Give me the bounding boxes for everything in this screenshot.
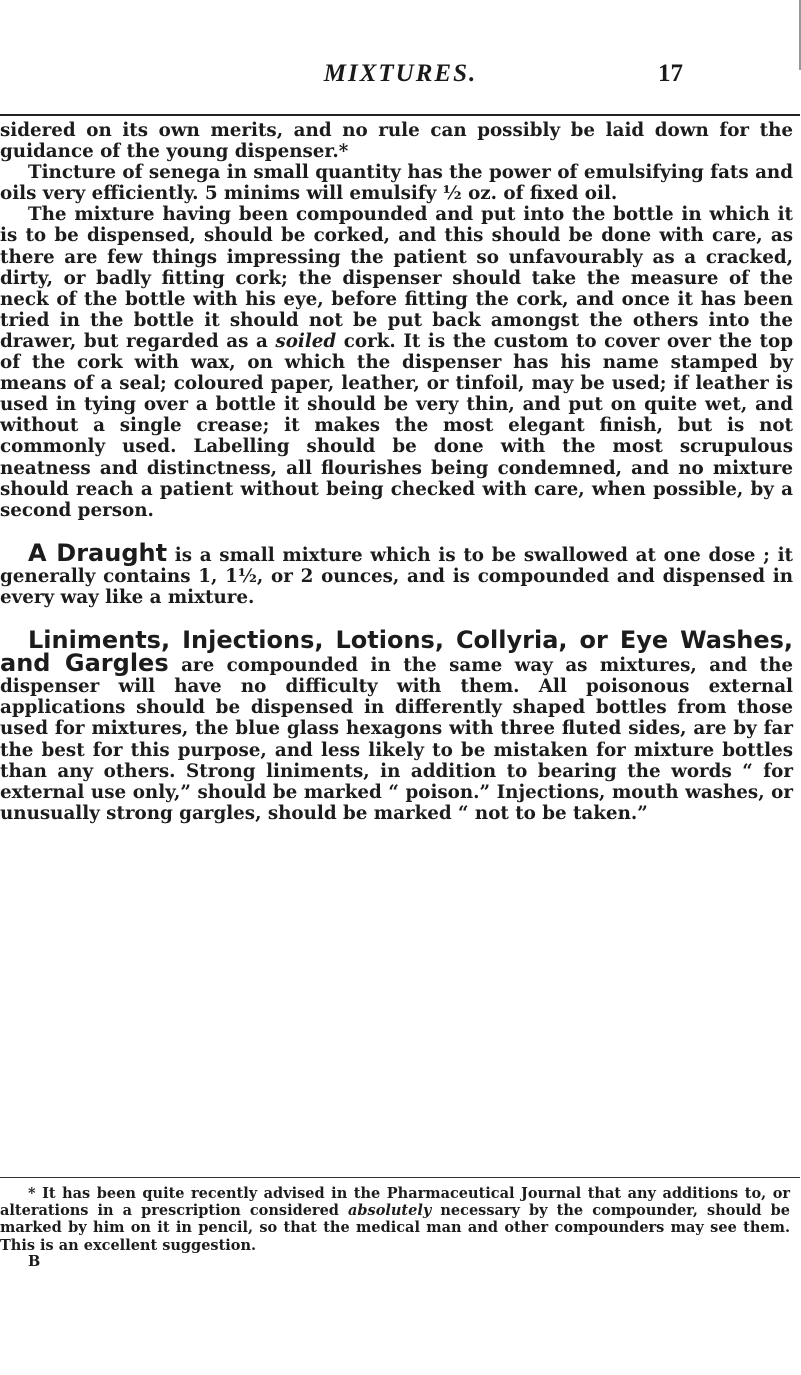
paragraph-continued-text: sidered on its own merits, and no rule can possibly be laid down for the guidance of the young dispenser.* <box>0 120 793 163</box>
paragraph-corking-text-b: cork. It is the custom to cover over the top of the cork with wax, on which the dispenser has his name stamped by means of a seal; coloured paper, leather, or tinfoil, may be used; if leather is used in tying over a bottle it should be very thin, and put on quite wet, and without a single crease; it makes the most elegant finish, but is not commonly used. Labelling should be done with the most scrupulous neatness and distinctness, all flourishes being condemned, and no mixture should reach a patient without being checked with care, when possible, by a second person. <box>0 330 793 521</box>
paragraph-continued <box>0 120 793 162</box>
page-header <box>0 56 801 96</box>
section-heading-draught: A Draught <box>28 538 168 567</box>
footnote-rule <box>0 1177 800 1178</box>
body-text <box>0 120 793 824</box>
section-heading-liniments: Liniments, Injections, Lotions, Collyria, or Eye Washes, and Gargles <box>0 626 793 678</box>
paragraph-corking <box>0 204 793 520</box>
footnote-text-a: It has been quite recently advised in the Pharmaceutical Journal that any additions to, or alterations in a prescription considered <box>0 1185 790 1220</box>
signature-mark: B <box>28 1253 41 1270</box>
header-rule <box>0 114 800 116</box>
footnote-emphasis: absolutely <box>348 1202 432 1220</box>
footnote-text-b: necessary by the compounder, should be marked by him on it in pencil, so that the medical man and other compounders may see them. This is an excellent suggestion. <box>0 1202 790 1254</box>
page-number: 17 <box>658 60 683 87</box>
section-draught <box>0 538 793 608</box>
footnote-paragraph <box>0 1185 790 1254</box>
running-title: MIXTURES. <box>323 60 478 87</box>
section-draught-text: is a small mixture which is to be swallowed at one dose ; it generally contains 1, 1½, or 2 ounces, and is compounded and dispensed in every way like a mixture. <box>0 544 793 608</box>
section-liniments-text: are compounded in the same way as mixtures, and the dispenser will have no difficulty with them. All poisonous external applications should be dispensed in differently shaped bottles from those used for mixtures, the blue glass hexagons with three fluted sides, are by far the best for this purpose, and less likely to be mistaken for mixture bottles than any others. Strong liniments, in addition to bearing the words “ for external use only,” should be marked “ poison.” Injections, mouth washes, or unusually strong gargles, should be marked “ not to be taken.” <box>0 655 793 824</box>
footnote-marker: * <box>28 1185 36 1202</box>
section-liniments <box>0 626 793 824</box>
emphasis-soiled: soiled <box>275 330 337 352</box>
paragraph-senega-text: Tincture of senega in small quantity has the power of emulsifying fats and oils very efficiently. 5 minims will emulsify ½ oz. of fixed oil. <box>0 162 793 205</box>
paragraph-senega <box>0 162 793 204</box>
paragraph-corking-text-a: The mixture having been compounded and put into the bottle in which it is to be dispensed, should be corked, and this should be done with care, as there are few things impressing the patient so unfavourably as a cracked, dirty, or badly fitting cork; the dispenser should take the measure of the neck of the bottle with his eye, before fitting the cork, and once it has been tried in the bottle it should not be put back amongst the others into the drawer, but regarded as a <box>0 204 793 352</box>
footnote <box>0 1185 790 1254</box>
